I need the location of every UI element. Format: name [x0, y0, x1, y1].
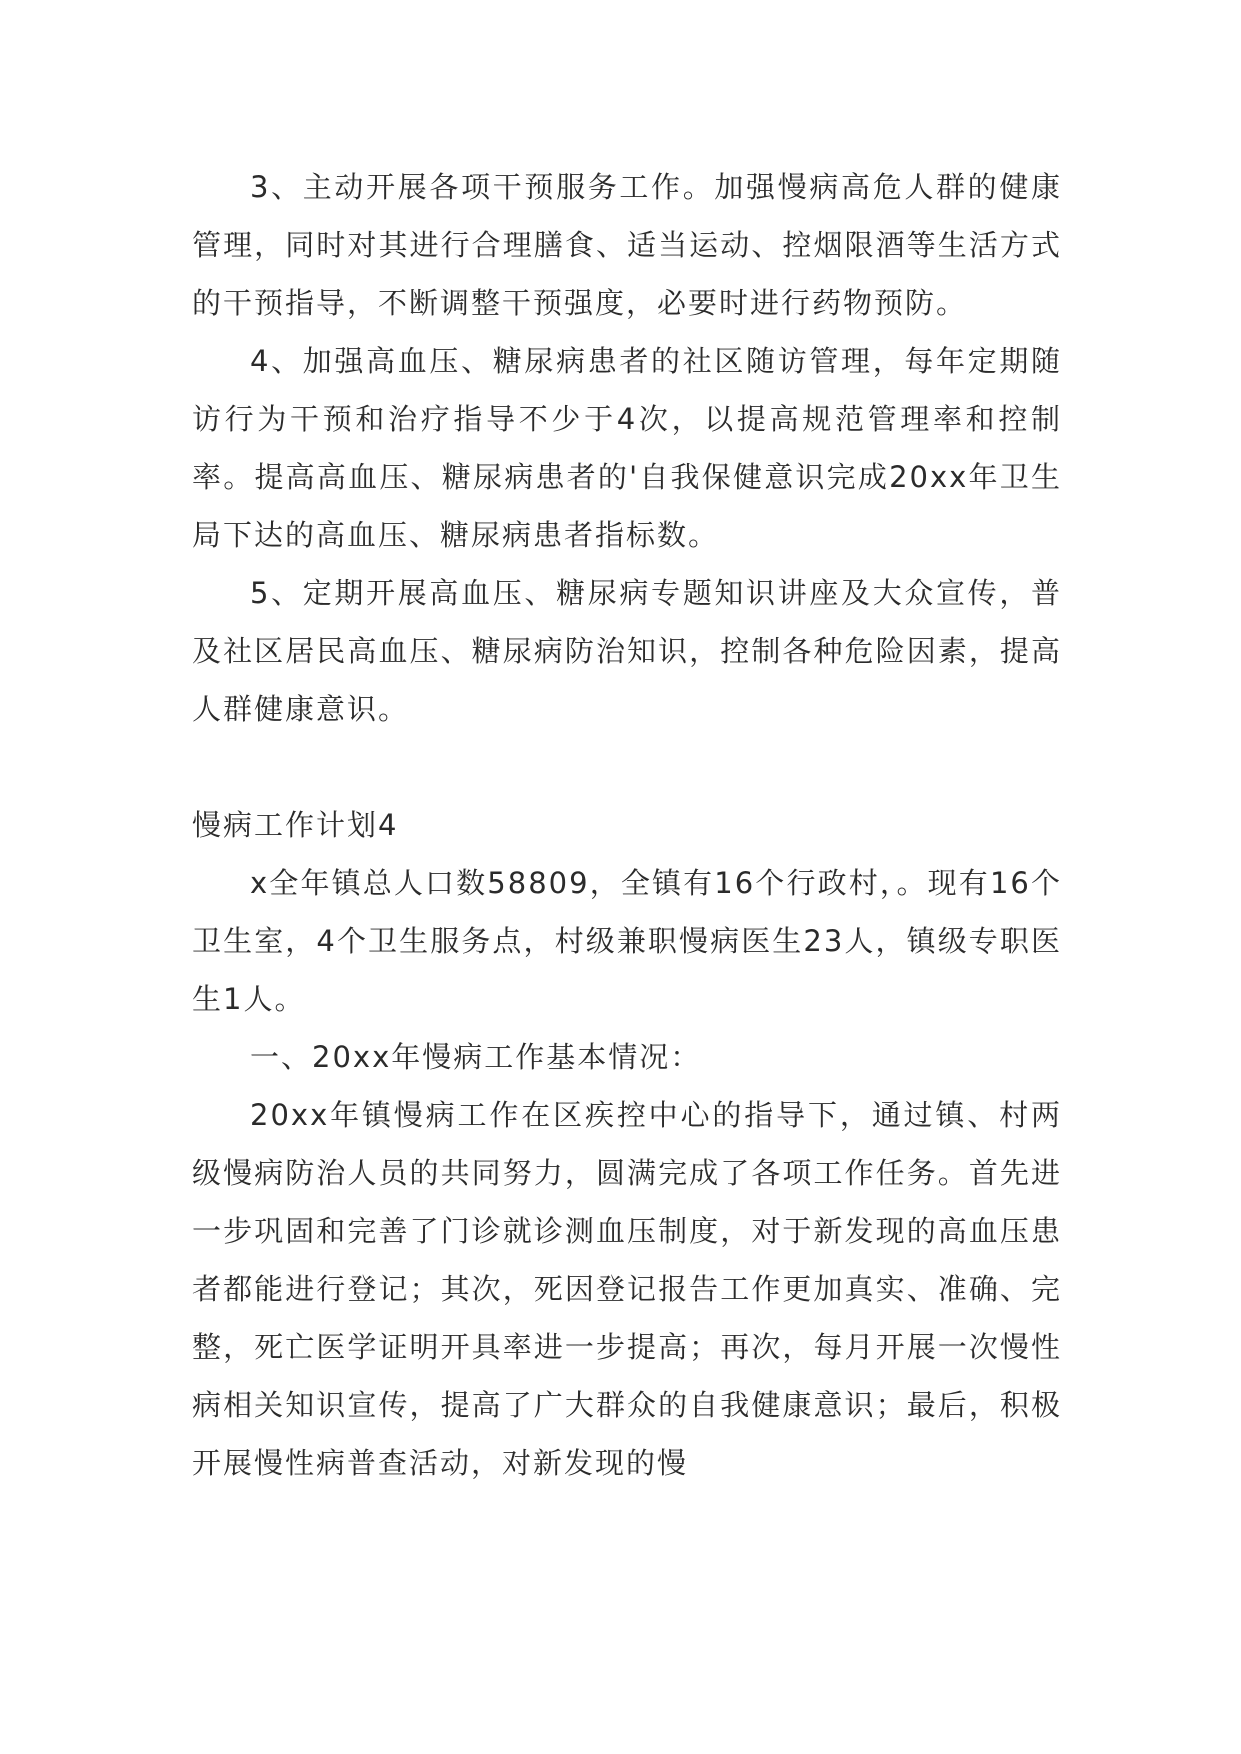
section-heading: 慢病工作计划4: [192, 808, 399, 842]
paragraph-follow-up-management: 4、加强高血压、糖尿病患者的社区随访管理，每年定期随访行为干预和治疗指导不少于4次，以提高规范管理率和控制率。提高高血压、糖尿病患者的'自我保健意识完成20xx年卫生局下达的高血压、糖尿病患者指标数。: [192, 344, 1062, 552]
paragraph-subheading-basic-situation: 一、20xx年慢病工作基本情况：: [250, 1040, 702, 1074]
section-spacer: [192, 738, 1062, 796]
paragraph-town-overview: x全年镇总人口数58809，全镇有16个行政村，。现有16个卫生室，4个卫生服务点，村级兼职慢病医生23人，镇级专职医生1人。: [192, 866, 1062, 1016]
paragraph-work-summary: 20xx年镇慢病工作在区疾控中心的指导下，通过镇、村两级慢病防治人员的共同努力，圆满完成了各项工作任务。首先进一步巩固和完善了门诊就诊测血压制度，对于新发现的高血压患者都能进行登记；其次，死因登记报告工作更加真实、准确、完整，死亡医学证明开具率进一步提高；再次，每月开展一次慢性病相关知识宣传，提高了广大群众的自我健康意识；最后，积极开展慢性病普查活动，对新发现的慢: [192, 1098, 1062, 1480]
document-page: [192, 158, 1062, 1492]
paragraph-intervention-services: 3、主动开展各项干预服务工作。加强慢病高危人群的健康管理，同时对其进行合理膳食、适当运动、控烟限酒等生活方式的干预指导，不断调整干预强度，必要时进行药物预防。: [192, 170, 1062, 320]
paragraph-health-education: 5、定期开展高血压、糖尿病专题知识讲座及大众宣传，普及社区居民高血压、糖尿病防治知识，控制各种危险因素，提高人群健康意识。: [192, 576, 1062, 726]
